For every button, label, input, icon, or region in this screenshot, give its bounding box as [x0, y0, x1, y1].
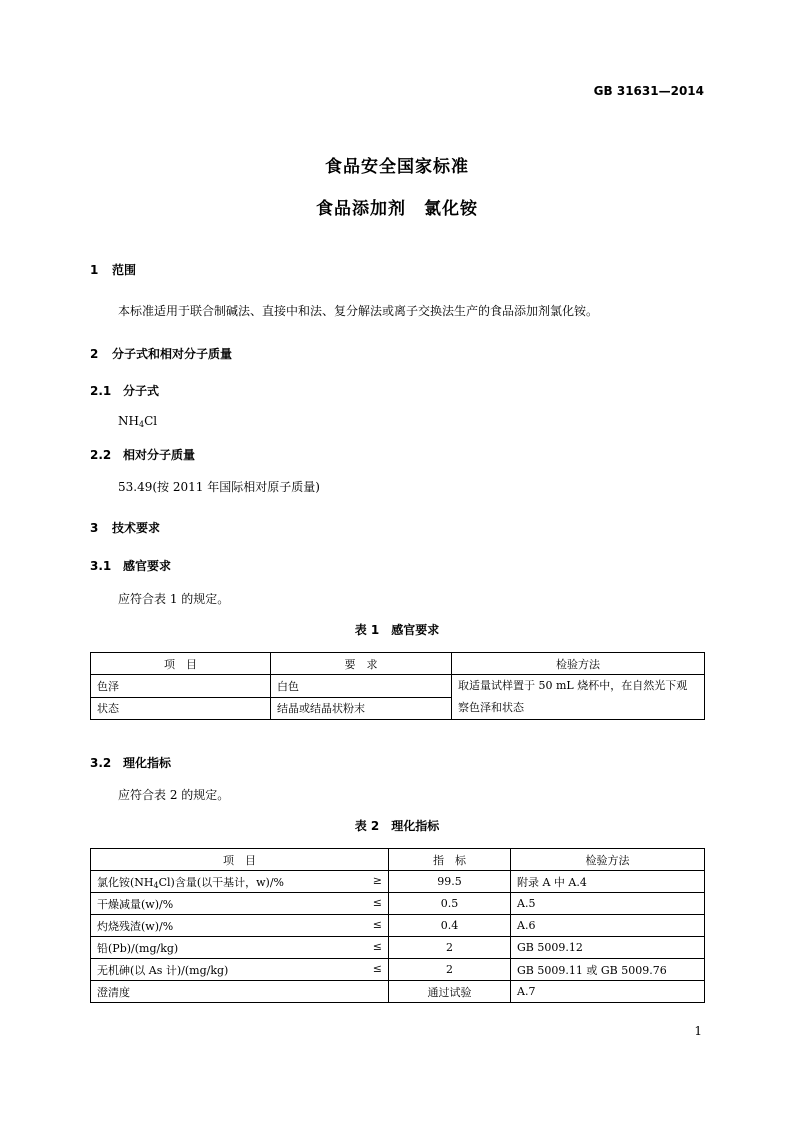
table-row: [91, 915, 705, 937]
page-number: 1: [694, 1024, 702, 1038]
section-title: 分子式和相对分子质量: [112, 347, 233, 361]
section-title: 分子式: [123, 384, 160, 398]
section-1-heading: [90, 261, 136, 278]
document-title: 食品安全国家标准: [325, 157, 469, 177]
sensory-requirements-table: [90, 652, 705, 720]
table-cell: 99.5: [389, 871, 511, 893]
section-title: 技术要求: [112, 521, 161, 535]
section-title: 范围: [112, 263, 137, 277]
table-cell: 铅(Pb)/(mg/kg) ≤: [91, 937, 389, 959]
section-2-heading: [90, 345, 232, 362]
section-number: 2: [90, 347, 99, 361]
table-cell: 澄清度: [91, 981, 389, 1003]
scope-text: 本标准适用于联合制碱法、直接中和法、复分解法或离子交换法生产的食品添加剂氯化铵。: [118, 304, 599, 318]
section-2-2-heading: [90, 446, 195, 463]
molecular-formula: $NH_4Cl$: [118, 414, 158, 429]
column-header: 检验方法: [511, 849, 705, 871]
table-cell: 0.4: [389, 915, 511, 937]
section-3-2-heading: [90, 754, 171, 771]
table-header-row: [91, 849, 705, 871]
section-number: 1: [90, 263, 99, 277]
section-number: 3.1: [90, 559, 112, 573]
column-header: 检验方法: [452, 653, 705, 675]
table-row: [91, 981, 705, 1003]
table-cell: 灼烧残渣(w)/% ≤: [91, 915, 389, 937]
table-cell: A.6: [511, 915, 705, 937]
table-cell: 氯化铵$(NH_4Cl)$含量(以干基计，w)/% ≥: [91, 871, 389, 893]
table-1-caption: 表 1 感官要求: [354, 623, 440, 637]
section-3-1-heading: [90, 557, 171, 574]
table-row: [91, 959, 705, 981]
test-method-cell: 取适量试样置于 50 mL 烧杯中，在自然光下观 察色泽和状态: [452, 675, 705, 720]
physicochemical-table: [90, 848, 705, 1003]
table-cell: 通过试验: [389, 981, 511, 1003]
table-cell: GB 5009.12: [511, 937, 705, 959]
table-cell: 色泽: [91, 675, 271, 698]
standard-code: GB 31631—2014: [593, 84, 704, 98]
column-header: 项 目: [91, 653, 271, 675]
molecular-mass-text: 53.49(按 2011 年国际相对原子质量): [118, 480, 320, 494]
table-cell: 干燥减量(w)/% ≤: [91, 893, 389, 915]
table-row: [91, 871, 705, 893]
section-title: 理化指标: [123, 756, 172, 770]
document-subtitle: 食品添加剂 氯化铵: [316, 199, 478, 219]
table-header-row: [91, 653, 705, 675]
section-title: 感官要求: [123, 559, 172, 573]
table-row: [91, 893, 705, 915]
table-row: [91, 937, 705, 959]
section-number: 3: [90, 521, 99, 535]
column-header: 要 求: [271, 653, 452, 675]
column-header: 项 目: [91, 849, 389, 871]
table-cell: 2: [389, 937, 511, 959]
section-number: 2.2: [90, 448, 112, 462]
table-cell: A.7: [511, 981, 705, 1003]
table-cell: A.5: [511, 893, 705, 915]
table-2-caption: 表 2 理化指标: [354, 819, 440, 833]
table-cell: 0.5: [389, 893, 511, 915]
table-cell: 状态: [91, 697, 271, 720]
section-3-2-text: 应符合表 2 的规定。: [118, 788, 230, 802]
column-header: 指 标: [389, 849, 511, 871]
table-cell: 2: [389, 959, 511, 981]
section-number: 3.2: [90, 756, 112, 770]
table-cell: 白色: [271, 675, 452, 698]
table-cell: 结晶或结晶状粉末: [271, 697, 452, 720]
section-3-heading: [90, 519, 160, 536]
section-number: 2.1: [90, 384, 112, 398]
table-cell: GB 5009.11 或 GB 5009.76: [511, 959, 705, 981]
section-2-1-heading: [90, 382, 159, 399]
table-cell: 无机砷(以 As 计)/(mg/kg) ≤: [91, 959, 389, 981]
section-3-1-text: 应符合表 1 的规定。: [118, 592, 230, 606]
table-row: [91, 675, 705, 698]
table-cell: 附录 A 中 A.4: [511, 871, 705, 893]
section-title: 相对分子质量: [123, 448, 196, 462]
